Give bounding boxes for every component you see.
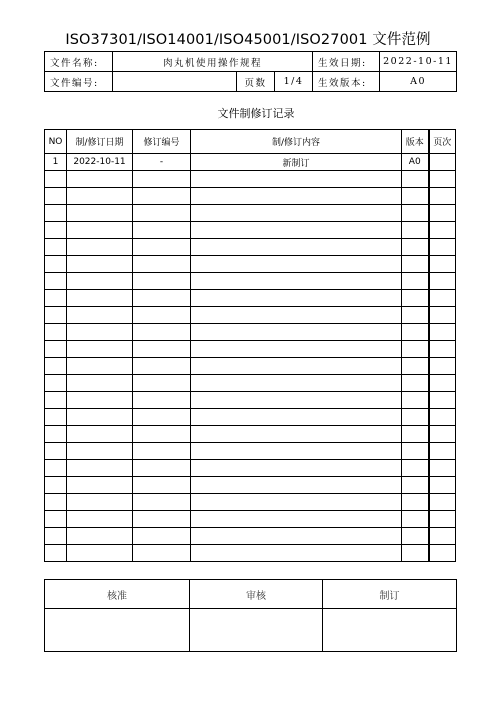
cell-version [402,341,429,358]
table-row [45,154,456,171]
table-row [45,358,456,375]
cell-content [191,307,402,324]
cell-page [429,239,456,256]
cell-rev-no [133,460,191,477]
cell-no [45,290,67,307]
cell-content [191,239,402,256]
effective-date-value: 2022-10-11 [380,52,457,72]
cell-version: A0 [402,154,429,171]
cell-no [45,222,67,239]
table-row [45,426,456,443]
cell-no [45,528,67,545]
table-row [45,273,456,290]
revision-table [44,129,456,562]
cell-rev-no [133,239,191,256]
table-row [45,375,456,392]
cell-rev-no [133,341,191,358]
cell-rev-no [133,545,191,562]
cell-date [67,409,133,426]
cell-date [67,324,133,341]
doc-no-value [113,72,237,92]
cell-content [191,256,402,273]
cell-date [67,545,133,562]
cell-rev-no [133,307,191,324]
cell-date [67,375,133,392]
signoff-header-row [45,580,457,609]
cell-no [45,205,67,222]
cell-rev-no [133,324,191,341]
cell-version [402,290,429,307]
cell-version [402,205,429,222]
cell-no [45,171,67,188]
cell-content: 新制订 [191,154,402,171]
page-title: ISO37301/ISO14001/ISO45001/ISO27001 文件范例 [65,32,431,48]
header-version: 版本 [402,130,429,154]
table-row [45,222,456,239]
cell-rev-no [133,528,191,545]
cell-page [429,409,456,426]
cell-content [191,205,402,222]
cell-rev-no [133,222,191,239]
cell-version [402,273,429,290]
version-value: A0 [380,72,457,92]
cell-content [191,494,402,511]
table-row [45,324,456,341]
header-no: NO [45,130,67,154]
cell-date [67,477,133,494]
cell-page [429,341,456,358]
cell-version [402,477,429,494]
approve-signature-cell [45,609,190,652]
cell-page [429,205,456,222]
cell-date [67,460,133,477]
cell-date [67,426,133,443]
revision-table-header [45,130,456,154]
header-date: 制/修订日期 [67,130,133,154]
review-signature-cell [190,609,323,652]
cell-date [67,239,133,256]
cell-rev-no [133,375,191,392]
cell-content [191,375,402,392]
version-label: 生效版本: [313,72,380,92]
cell-version [402,256,429,273]
review-label: 审核 [190,580,323,609]
cell-version [402,409,429,426]
table-row [45,188,456,205]
cell-content [191,358,402,375]
cell-content [191,511,402,528]
cell-rev-no [133,290,191,307]
page-count-value: 1/4 [275,72,313,92]
prepare-signature-cell [323,609,457,652]
doc-name-value: 肉丸机使用操作规程 [113,52,313,72]
cell-version [402,307,429,324]
cell-page [429,443,456,460]
page-count-label: 页数 [237,72,275,92]
table-row [45,341,456,358]
cell-version [402,188,429,205]
cell-no [45,341,67,358]
cell-rev-no [133,205,191,222]
cell-page [429,154,456,171]
cell-no [45,460,67,477]
signoff-table [44,579,457,652]
table-row [45,171,456,188]
cell-no [45,375,67,392]
cell-version [402,392,429,409]
cell-no [45,426,67,443]
cell-no [45,392,67,409]
table-row [45,290,456,307]
cell-rev-no [133,171,191,188]
prepare-label: 制订 [323,580,457,609]
cell-page [429,358,456,375]
cell-date [67,307,133,324]
table-row [45,443,456,460]
cell-content [191,392,402,409]
cell-version [402,222,429,239]
cell-date [67,171,133,188]
cell-no [45,358,67,375]
cell-page [429,477,456,494]
approve-label: 核准 [45,580,190,609]
cell-content [191,477,402,494]
cell-page [429,545,456,562]
cell-rev-no [133,511,191,528]
header-rev-no: 修订编号 [133,130,191,154]
cell-no [45,443,67,460]
cell-rev-no [133,188,191,205]
cell-page [429,290,456,307]
cell-version [402,460,429,477]
cell-content [191,426,402,443]
table-row [45,477,456,494]
cell-page [429,511,456,528]
table-row [45,545,456,562]
table-row [45,511,456,528]
cell-version [402,528,429,545]
cell-rev-no [133,477,191,494]
cell-page [429,256,456,273]
cell-date [67,222,133,239]
cell-no [45,239,67,256]
cell-content [191,290,402,307]
cell-rev-no: - [133,154,191,171]
cell-date [67,392,133,409]
cell-content [191,273,402,290]
cell-date [67,273,133,290]
cell-no [45,256,67,273]
cell-page [429,494,456,511]
cell-rev-no [133,358,191,375]
cell-date [67,358,133,375]
cell-date [67,511,133,528]
cell-page [429,324,456,341]
table-row [45,205,456,222]
cell-rev-no [133,494,191,511]
table-row [45,239,456,256]
cell-date [67,443,133,460]
cell-version [402,375,429,392]
cell-page [429,528,456,545]
cell-version [402,239,429,256]
cell-date [67,256,133,273]
cell-rev-no [133,443,191,460]
header-content: 制/修订内容 [191,130,402,154]
cell-no [45,545,67,562]
cell-page [429,307,456,324]
cell-page [429,171,456,188]
header-page: 页次 [429,130,456,154]
cell-date [67,290,133,307]
cell-rev-no [133,273,191,290]
cell-version [402,358,429,375]
cell-no [45,477,67,494]
cell-version [402,171,429,188]
cell-version [402,494,429,511]
cell-rev-no [133,426,191,443]
cell-page [429,460,456,477]
cell-page [429,188,456,205]
cell-no [45,324,67,341]
revision-record-title: 文件制修订记录 [217,107,295,120]
document-info-table [44,51,457,92]
cell-content [191,460,402,477]
cell-page [429,392,456,409]
cell-rev-no [133,409,191,426]
cell-content [191,188,402,205]
cell-page [429,375,456,392]
table-row [45,256,456,273]
cell-version [402,511,429,528]
effective-date-label: 生效日期: [313,52,380,72]
table-row [45,528,456,545]
cell-date [67,188,133,205]
table-row [45,494,456,511]
cell-date: 2022-10-11 [67,154,133,171]
cell-page [429,426,456,443]
signoff-signature-row [45,609,457,652]
info-row-1 [45,52,457,72]
cell-rev-no [133,392,191,409]
table-row [45,460,456,477]
cell-content [191,528,402,545]
cell-content [191,324,402,341]
table-row [45,409,456,426]
cell-version [402,426,429,443]
cell-content [191,409,402,426]
cell-version [402,545,429,562]
cell-date [67,528,133,545]
table-row [45,392,456,409]
cell-no [45,273,67,290]
cell-content [191,341,402,358]
cell-content [191,222,402,239]
info-row-2 [45,72,457,92]
table-row [45,307,456,324]
doc-name-label: 文件名称: [45,52,113,72]
cell-version [402,324,429,341]
cell-rev-no [133,256,191,273]
cell-content [191,171,402,188]
cell-version [402,443,429,460]
cell-no [45,188,67,205]
cell-no [45,511,67,528]
cell-no [45,409,67,426]
cell-date [67,494,133,511]
cell-content [191,443,402,460]
cell-page [429,273,456,290]
cell-date [67,341,133,358]
cell-no [45,494,67,511]
doc-no-label: 文件编号: [45,72,113,92]
cell-no: 1 [45,154,67,171]
cell-date [67,205,133,222]
cell-content [191,545,402,562]
cell-page [429,222,456,239]
cell-no [45,307,67,324]
